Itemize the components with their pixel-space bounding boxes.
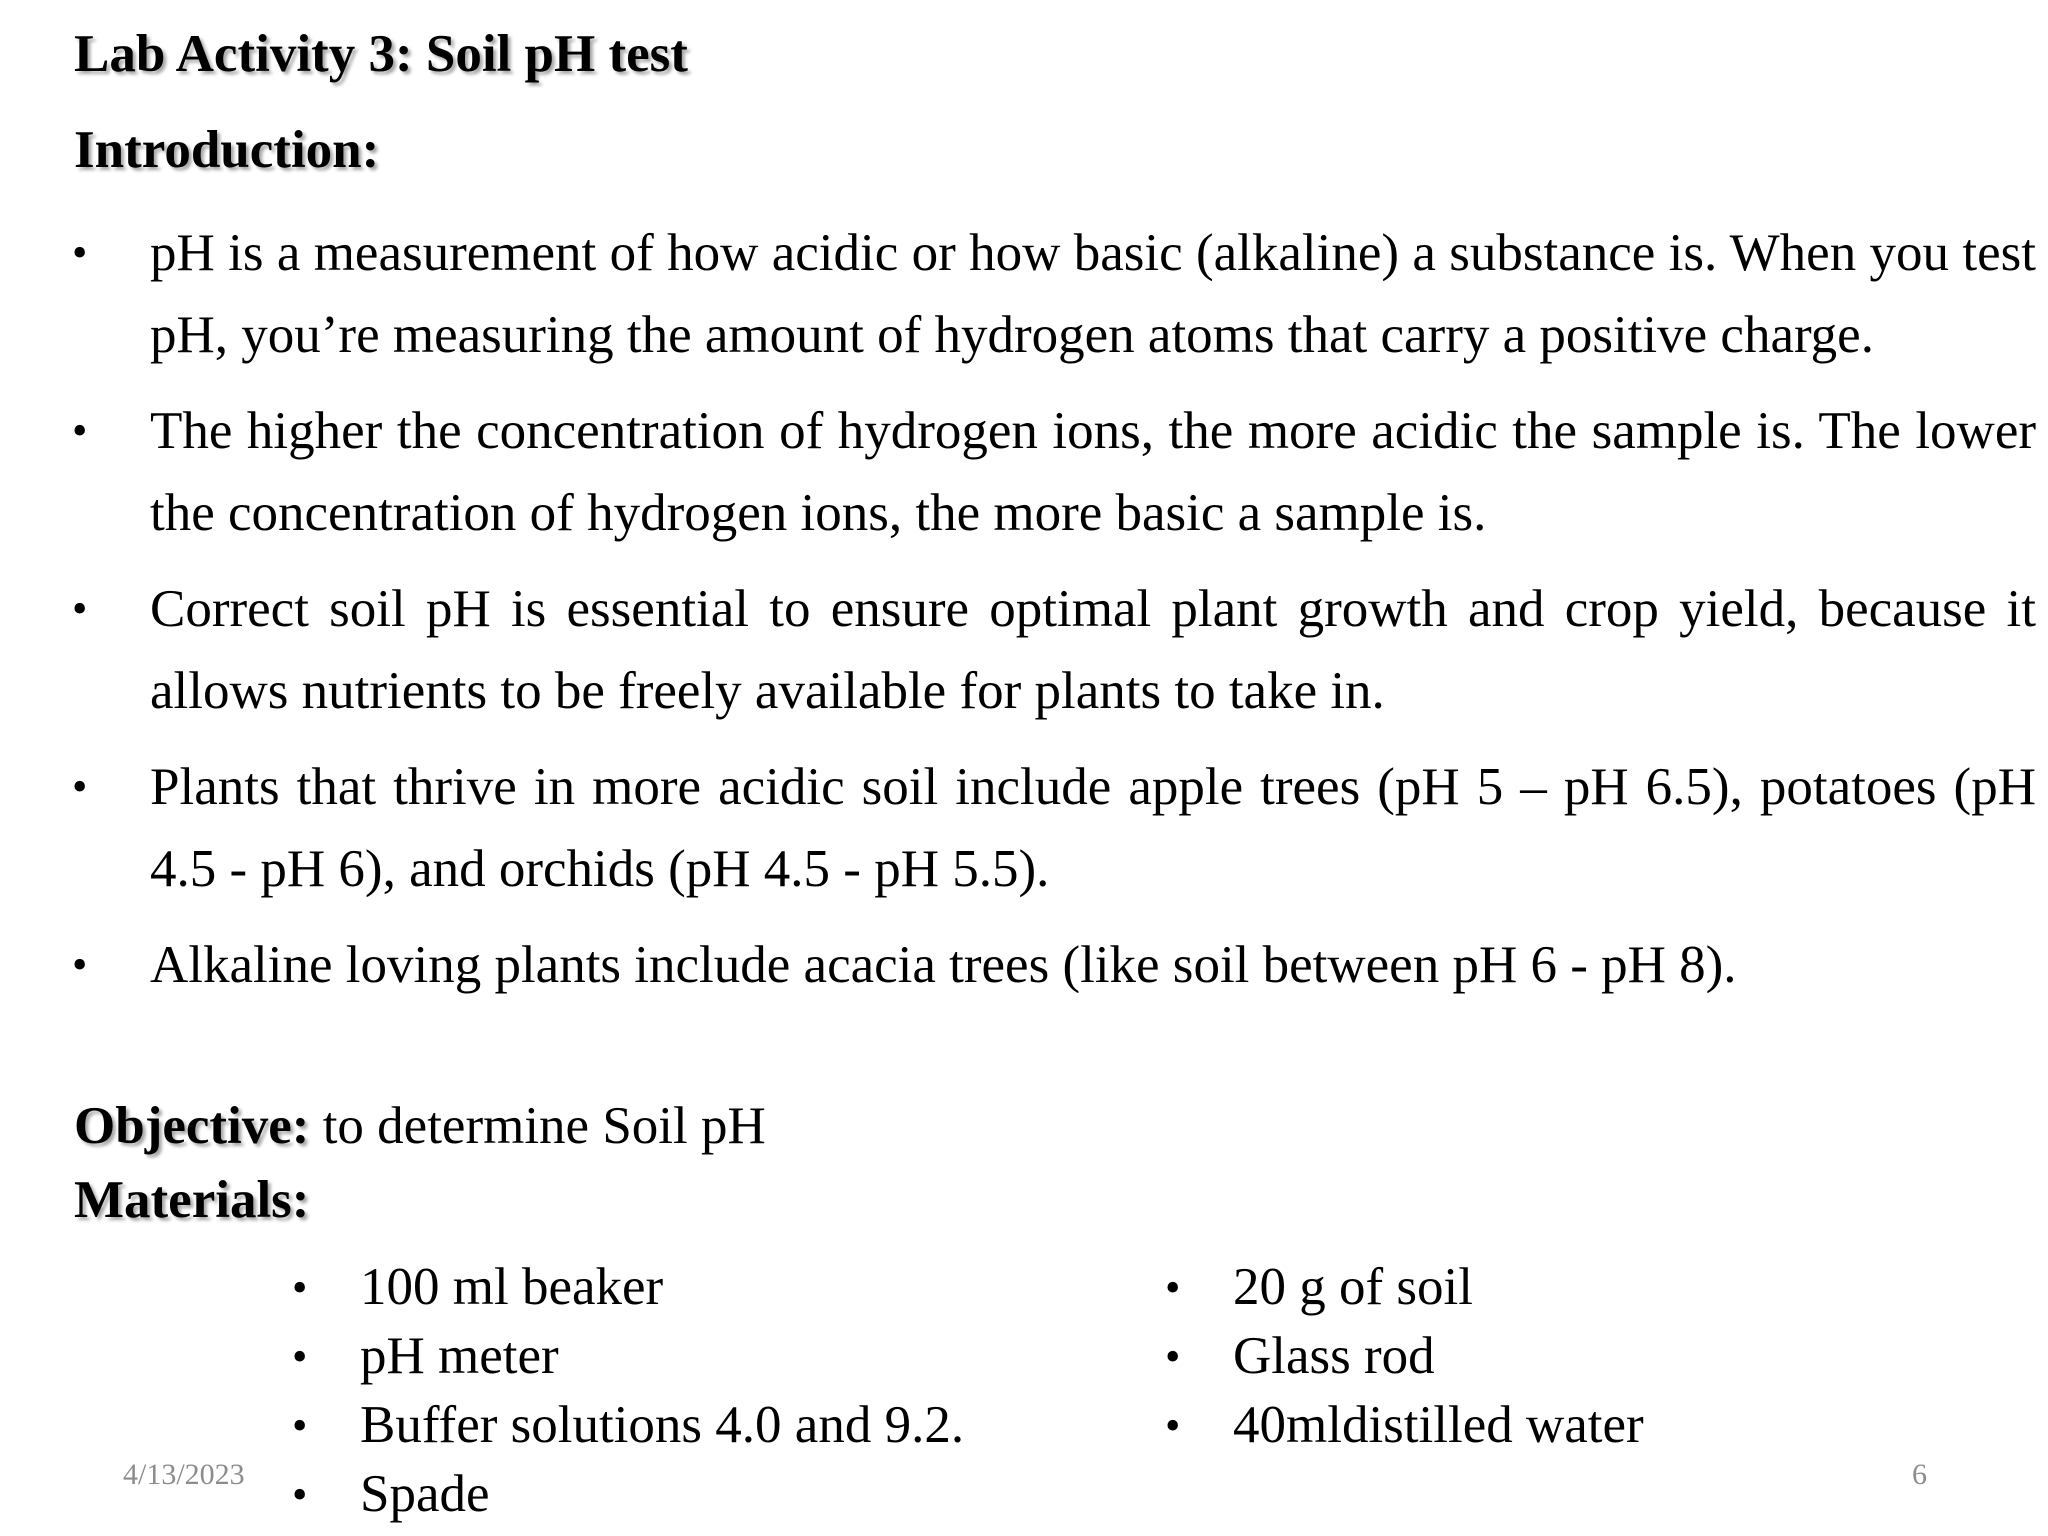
introduction-bullet-text: pH is a measurement of how acidic or how basic (alkaline) a substance is. When you test pH, you’re measuring the amount of hydrogen atoms that carry a positive charge. [150,224,2036,364]
material-item [292,1391,964,1460]
materials-heading: Materials: [74,1171,310,1229]
bullet-icon: • [1165,1401,1181,1450]
bullet-icon: • [292,1263,308,1312]
introduction-bullet-text: Alkaline loving plants include acacia trees (like soil between pH 6 - pH 8). [150,936,1737,994]
introduction-bullet-text: Plants that thrive in more acidic soil include apple trees (pH 5 – pH 6.5), potatoes (pH 4.5 - pH 6), and orchids (pH 4.5 - pH 5.5). [150,758,2036,898]
material-text: 100 ml beaker [360,1258,664,1316]
introduction-bullet-item [0,568,2048,732]
material-item [292,1322,964,1391]
bullet-icon: • [1165,1332,1181,1381]
objective-label: Objective: [74,1097,310,1155]
material-text: 40mldistilled water [1233,1396,1644,1454]
material-item [1165,1322,1644,1391]
footer-page-number: 6 [1912,1458,1927,1491]
introduction-bullet-item [0,390,2048,554]
materials-list-left [292,1253,964,1529]
bullet-icon: • [72,940,88,989]
material-text: Glass rod [1233,1327,1435,1385]
bullet-icon: • [72,228,88,277]
material-item [1165,1391,1644,1460]
introduction-bullet-text: Correct soil pH is essential to ensure optimal plant growth and crop yield, because it allows nutrients to be freely available for plants to take in. [150,580,2036,720]
material-text: Spade [360,1465,490,1523]
objective-line [74,1096,766,1156]
introduction-bullet-item [0,924,2048,1006]
introduction-bullet-text: The higher the concentration of hydrogen ions, the more acidic the sample is. The lower the concentration of hydrogen ions, the more basic a sample is. [150,402,2036,542]
bullet-icon: • [72,406,88,455]
introduction-heading: Introduction: [74,121,380,179]
material-item [292,1253,964,1322]
introduction-bullet-list [0,212,2048,1020]
footer-date: 4/13/2023 [123,1458,245,1491]
material-item [1165,1253,1644,1322]
objective-text: to determine Soil pH [309,1097,766,1155]
materials-list-right [1165,1253,1644,1460]
introduction-bullet-item [0,212,2048,376]
slide-title: Lab Activity 3: Soil pH test [74,25,688,83]
material-item [292,1460,964,1529]
bullet-icon: • [72,762,88,811]
bullet-icon: • [292,1470,308,1519]
bullet-icon: • [1165,1263,1181,1312]
introduction-bullet-item [0,746,2048,910]
material-text: pH meter [360,1327,559,1385]
bullet-icon: • [292,1401,308,1450]
bullet-icon: • [292,1332,308,1381]
material-text: 20 g of soil [1233,1258,1473,1316]
bullet-icon: • [72,584,88,633]
material-text: Buffer solutions 4.0 and 9.2. [360,1396,965,1454]
